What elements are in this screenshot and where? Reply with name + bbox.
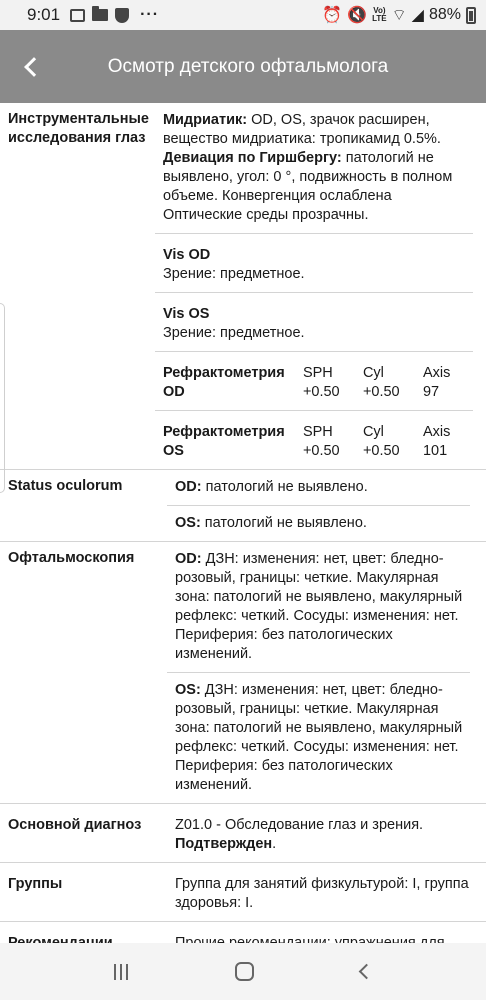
shield-icon bbox=[115, 8, 129, 23]
axis-value: Axis 101 bbox=[422, 424, 451, 459]
section-values bbox=[167, 804, 486, 862]
groups-text: Группа для занятий физкультурой: I, группа здоровья: I. bbox=[175, 876, 469, 911]
section-instrumental bbox=[0, 103, 486, 470]
section-values bbox=[167, 542, 486, 803]
axis-value: Axis 97 bbox=[422, 365, 451, 400]
more-notifications-icon: ··· bbox=[140, 6, 160, 23]
refraction-od-label: Рефрактометрия OD bbox=[162, 365, 285, 400]
vis-os-title: Vis OS bbox=[162, 306, 210, 322]
diagnosis-block bbox=[167, 804, 470, 862]
refraction-os-block bbox=[155, 411, 473, 469]
sph-value: SPH +0.50 bbox=[302, 365, 340, 400]
home-button[interactable] bbox=[235, 962, 254, 981]
status-time: 9:01 bbox=[27, 5, 61, 24]
ophthalmoscopy-os-block bbox=[167, 673, 470, 803]
status-bar bbox=[0, 0, 486, 30]
section-label: Status oculorum bbox=[8, 478, 123, 494]
os-label: OS: bbox=[175, 682, 201, 698]
lte-icon: Vo) LTE bbox=[372, 6, 387, 23]
nav-back-button[interactable] bbox=[359, 964, 375, 980]
status-os-block bbox=[167, 506, 470, 541]
diagnosis-status: Подтвержден bbox=[175, 836, 273, 852]
alarm-icon: ⏰ bbox=[322, 7, 343, 24]
page-title: Осмотр детского офтальмолога bbox=[107, 56, 389, 77]
section-diagnosis bbox=[0, 804, 486, 863]
image-icon bbox=[70, 9, 85, 22]
midriatik-text: OD, OS, зрачок расширен, вещество мидриатика: тропикамид 0.5%. bbox=[162, 112, 441, 147]
sph-value: SPH +0.50 bbox=[302, 424, 340, 459]
os-label: OS: bbox=[175, 515, 201, 531]
vis-od-text: Зрение: предметное. bbox=[162, 266, 305, 282]
wifi-icon: ⌔ bbox=[391, 7, 407, 24]
os-text: ДЗН: изменения: нет, цвет: бледно-розовый, границы: четкие. Макулярная зона: патологий не выявлено, макулярный рефлекс: четкий. Сосуды: изменения: нет. Периферия: без патологических изменений. bbox=[175, 682, 463, 793]
cyl-value: Cyl +0.50 bbox=[362, 424, 400, 459]
diagnosis-status-suffix: . bbox=[272, 836, 277, 852]
od-label: OD: bbox=[175, 551, 202, 567]
status-od-block bbox=[167, 470, 470, 506]
od-label: OD: bbox=[175, 479, 202, 495]
recent-apps-button[interactable] bbox=[114, 964, 128, 980]
deviation-text: патологий не выявлено, угол: 0 °, подвижность в полном объеме. Конвергенция ослаблена Оптические среды прозрачны. bbox=[162, 150, 453, 223]
section-label: Офтальмоскопия bbox=[8, 550, 135, 566]
section-values bbox=[155, 103, 489, 469]
battery-icon bbox=[466, 7, 476, 24]
os-text: патологий не выявлено. bbox=[200, 515, 367, 531]
section-status-oculorum bbox=[0, 470, 486, 542]
section-groups bbox=[0, 863, 486, 922]
mute-icon: 🔇 bbox=[347, 7, 368, 24]
system-nav-bar bbox=[0, 943, 486, 1000]
section-label: Инструментальные исследования глаз bbox=[8, 111, 149, 146]
section-values bbox=[167, 863, 486, 921]
battery-percent: 88% bbox=[428, 6, 461, 23]
notification-icons bbox=[70, 6, 159, 24]
app-bar bbox=[0, 30, 486, 103]
exam-content[interactable] bbox=[0, 103, 486, 943]
system-icons bbox=[322, 5, 476, 25]
chevron-left-icon bbox=[24, 57, 44, 77]
section-label: Группы bbox=[8, 876, 63, 892]
refraction-od-block bbox=[155, 352, 473, 411]
vis-od-block bbox=[155, 234, 473, 293]
vis-os-text: Зрение: предметное. bbox=[162, 325, 305, 341]
ophthalmoscopy-od-block bbox=[167, 542, 470, 673]
section-label: Основной диагноз bbox=[8, 817, 142, 833]
folder-icon bbox=[92, 9, 108, 21]
section-ophthalmoscopy bbox=[0, 542, 486, 804]
od-text: патологий не выявлено. bbox=[201, 479, 368, 495]
refraction-os-label: Рефрактометрия OS bbox=[162, 424, 285, 459]
diagnosis-text: Z01.0 - Обследование глаз и зрения. bbox=[175, 817, 424, 833]
edge-panel-handle[interactable] bbox=[0, 303, 5, 493]
cyl-value: Cyl +0.50 bbox=[362, 365, 400, 400]
section-values bbox=[167, 470, 486, 541]
midriatik-label: Мидриатик: bbox=[162, 112, 248, 128]
od-text: ДЗН: изменения: нет, цвет: бледно-розовый, границы: четкие. Макулярная зона: патологий не выявлено, макулярный рефлекс: четкий. Сосуды: изменения: нет. Периферия: без патологических изменений. bbox=[175, 551, 463, 662]
deviation-label: Девиация по Гиршбергу: bbox=[162, 150, 342, 166]
back-button[interactable] bbox=[0, 30, 60, 103]
vis-os-block bbox=[155, 293, 473, 352]
vis-od-title: Vis OD bbox=[162, 247, 211, 263]
midriatik-block bbox=[155, 103, 473, 234]
signal-icon: ◢ bbox=[411, 7, 424, 24]
